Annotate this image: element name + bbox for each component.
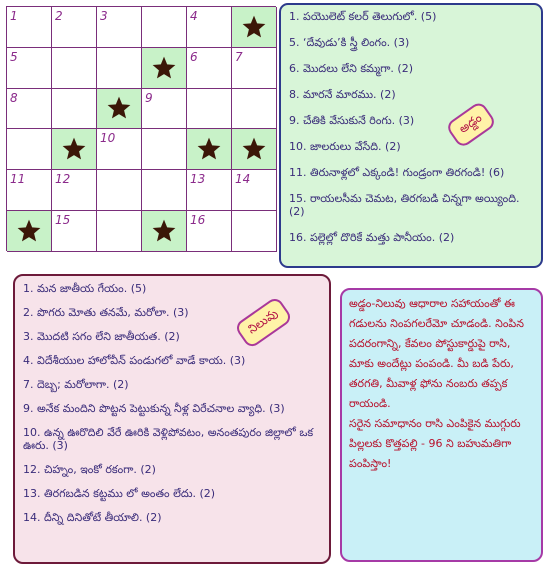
grid-cell[interactable] xyxy=(232,89,277,130)
blocked-cell xyxy=(7,211,52,252)
clue-number: 5 xyxy=(10,49,18,64)
grid-cell[interactable] xyxy=(187,89,232,130)
across-clue: 11. తిరునాళ్లలో ఎక్కండి! గుండ్రంగా తిరగండి! (6) xyxy=(289,166,505,179)
grid-cell[interactable] xyxy=(187,7,232,48)
grid-cell[interactable] xyxy=(97,211,142,252)
across-clue: 9. చేతికి వేసుకునే రింగు. (3) xyxy=(289,114,415,127)
grid-cell[interactable] xyxy=(142,129,187,170)
grid-cell[interactable] xyxy=(232,48,277,89)
grid-cell[interactable] xyxy=(142,89,187,130)
across-clue: 6. మొదలు లేని కమ్మగా. (2) xyxy=(289,62,413,75)
blocked-cell xyxy=(142,211,187,252)
star-icon xyxy=(196,136,222,162)
star-icon xyxy=(151,55,177,81)
across-clues-panel xyxy=(279,3,543,268)
crossword-grid xyxy=(6,6,276,251)
clue-number: 16 xyxy=(190,212,206,227)
grid-cell[interactable] xyxy=(142,7,187,48)
star-icon xyxy=(241,136,267,162)
grid-cell[interactable] xyxy=(187,211,232,252)
clue-number: 6 xyxy=(190,49,198,64)
clue-number: 2 xyxy=(55,9,63,23)
down-clue: 3. మొదటి సగం లేని జాతీయత. (2) xyxy=(23,330,180,343)
grid-cell[interactable] xyxy=(187,48,232,89)
down-clue: 14. దీన్ని దినితోటే తీయాలి. (2) xyxy=(23,511,162,524)
grid-cell[interactable] xyxy=(52,211,97,252)
blocked-cell xyxy=(142,48,187,89)
grid-cell[interactable] xyxy=(52,170,97,211)
clue-number: 15 xyxy=(55,212,71,227)
grid-cell[interactable] xyxy=(187,170,232,211)
grid-cell[interactable] xyxy=(97,7,142,48)
grid-cell[interactable] xyxy=(232,170,277,211)
across-clue: 1. పయొలెట్ కలర్ తెలుగులో. (5) xyxy=(289,10,437,23)
clue-number: 13 xyxy=(190,172,206,187)
down-clue: 7. దెబ్బ; మరోలాగా. (2) xyxy=(23,378,129,391)
grid-cell[interactable] xyxy=(232,211,277,252)
grid-cell[interactable] xyxy=(142,170,187,211)
grid-cell[interactable] xyxy=(52,48,97,89)
grid-cell[interactable] xyxy=(97,129,142,170)
grid-cell[interactable] xyxy=(52,7,97,48)
across-clue: 8. మారనే మారము. (2) xyxy=(289,88,396,101)
grid-cell[interactable] xyxy=(52,89,97,130)
instructions-text: అడ్డం-నిలువు ఆధారాల సహాయంతో ఈ గడులను నింపగలరేమో చూడండి. నింపిన పదరంగాన్ని, కేవలం పోస్టుకార్డుపై రాసి, మాకు అందేట్లు పంపండి. మీ బడి పేరు, తరగతి, మీవాళ్ల ఫోను నంబరు తప్పక రాయండి. xyxy=(349,297,524,410)
down-clue: 1. మన జాతీయ గేయం. (5) xyxy=(23,282,147,295)
grid-cell[interactable] xyxy=(7,48,52,89)
down-clues-panel xyxy=(13,274,331,564)
across-clue: 10. జాలరులు వేసేది. (2) xyxy=(289,140,401,153)
down-clue: 9. అనేక మందిని పొట్టన పెట్టుకున్న నీళ్ల విరేచనాల వ్యాధి. (3) xyxy=(23,402,285,415)
across-tag: అడ్డం xyxy=(445,100,498,149)
down-clue: 10. ఉన్న ఊరొదిలి వేరే ఊరికి వెళ్లిపోవటం, అనంతపురం జిల్లాలో ఒక ఊరు. (3) xyxy=(23,426,314,452)
down-clue: 2. పొగరు మోతు తనమే, మరోలా. (3) xyxy=(23,306,189,319)
grid-cell[interactable] xyxy=(97,170,142,211)
down-clue: 12. చిహ్నం, ఇంకో రకంగా. (2) xyxy=(23,463,156,476)
star-icon xyxy=(61,136,87,162)
grid-cell[interactable] xyxy=(7,170,52,211)
clue-number: 4 xyxy=(190,9,198,23)
clue-number: 1 xyxy=(10,9,18,23)
grid-cell[interactable] xyxy=(7,7,52,48)
grid-cell[interactable] xyxy=(7,89,52,130)
grid-cell[interactable] xyxy=(7,129,52,170)
instructions-panel xyxy=(340,288,543,562)
clue-number: 3 xyxy=(100,9,108,23)
across-clue: 16. పల్లెల్లో దొరికే మత్తు పానీయం. (2) xyxy=(289,231,455,244)
grid-cell[interactable] xyxy=(97,48,142,89)
across-clue-list xyxy=(289,10,533,244)
across-clue: 15. రాయలసీమ చెమట, తిరగబడి చిన్నగా అయ్యింది. (2) xyxy=(289,192,520,218)
blocked-cell xyxy=(232,7,277,48)
prize-text: సరైన సమాధానం రాసి ఎంపికైన ముగ్గురు పిల్లలకు కొత్తపల్లి - 96 ని బహుమతిగా పంపిస్తాం! xyxy=(349,417,521,470)
star-icon xyxy=(241,14,267,40)
blocked-cell xyxy=(52,129,97,170)
down-clue: 13. తిరగబడిన కట్టము లో అంతం లేదు. (2) xyxy=(23,487,216,500)
clue-number: 10 xyxy=(100,131,116,146)
clue-number: 7 xyxy=(235,49,243,64)
across-clue: 5. ‘దేవుడు’కి స్త్రీ లింగం. (3) xyxy=(289,36,410,49)
down-tag: నిలువు xyxy=(233,295,293,349)
blocked-cell xyxy=(97,89,142,130)
star-icon xyxy=(16,218,42,244)
clue-number: 8 xyxy=(10,90,18,105)
clue-number: 9 xyxy=(145,90,153,105)
down-clue: 4. విదేశీయుల హాలోవీన్ పండుగలో వాడే కాయ. (3) xyxy=(23,354,246,367)
blocked-cell xyxy=(232,129,277,170)
clue-number: 12 xyxy=(55,172,71,187)
clue-number: 14 xyxy=(235,172,251,187)
clue-number: 11 xyxy=(10,172,26,187)
star-icon xyxy=(151,218,177,244)
star-icon xyxy=(106,95,132,121)
blocked-cell xyxy=(187,129,232,170)
